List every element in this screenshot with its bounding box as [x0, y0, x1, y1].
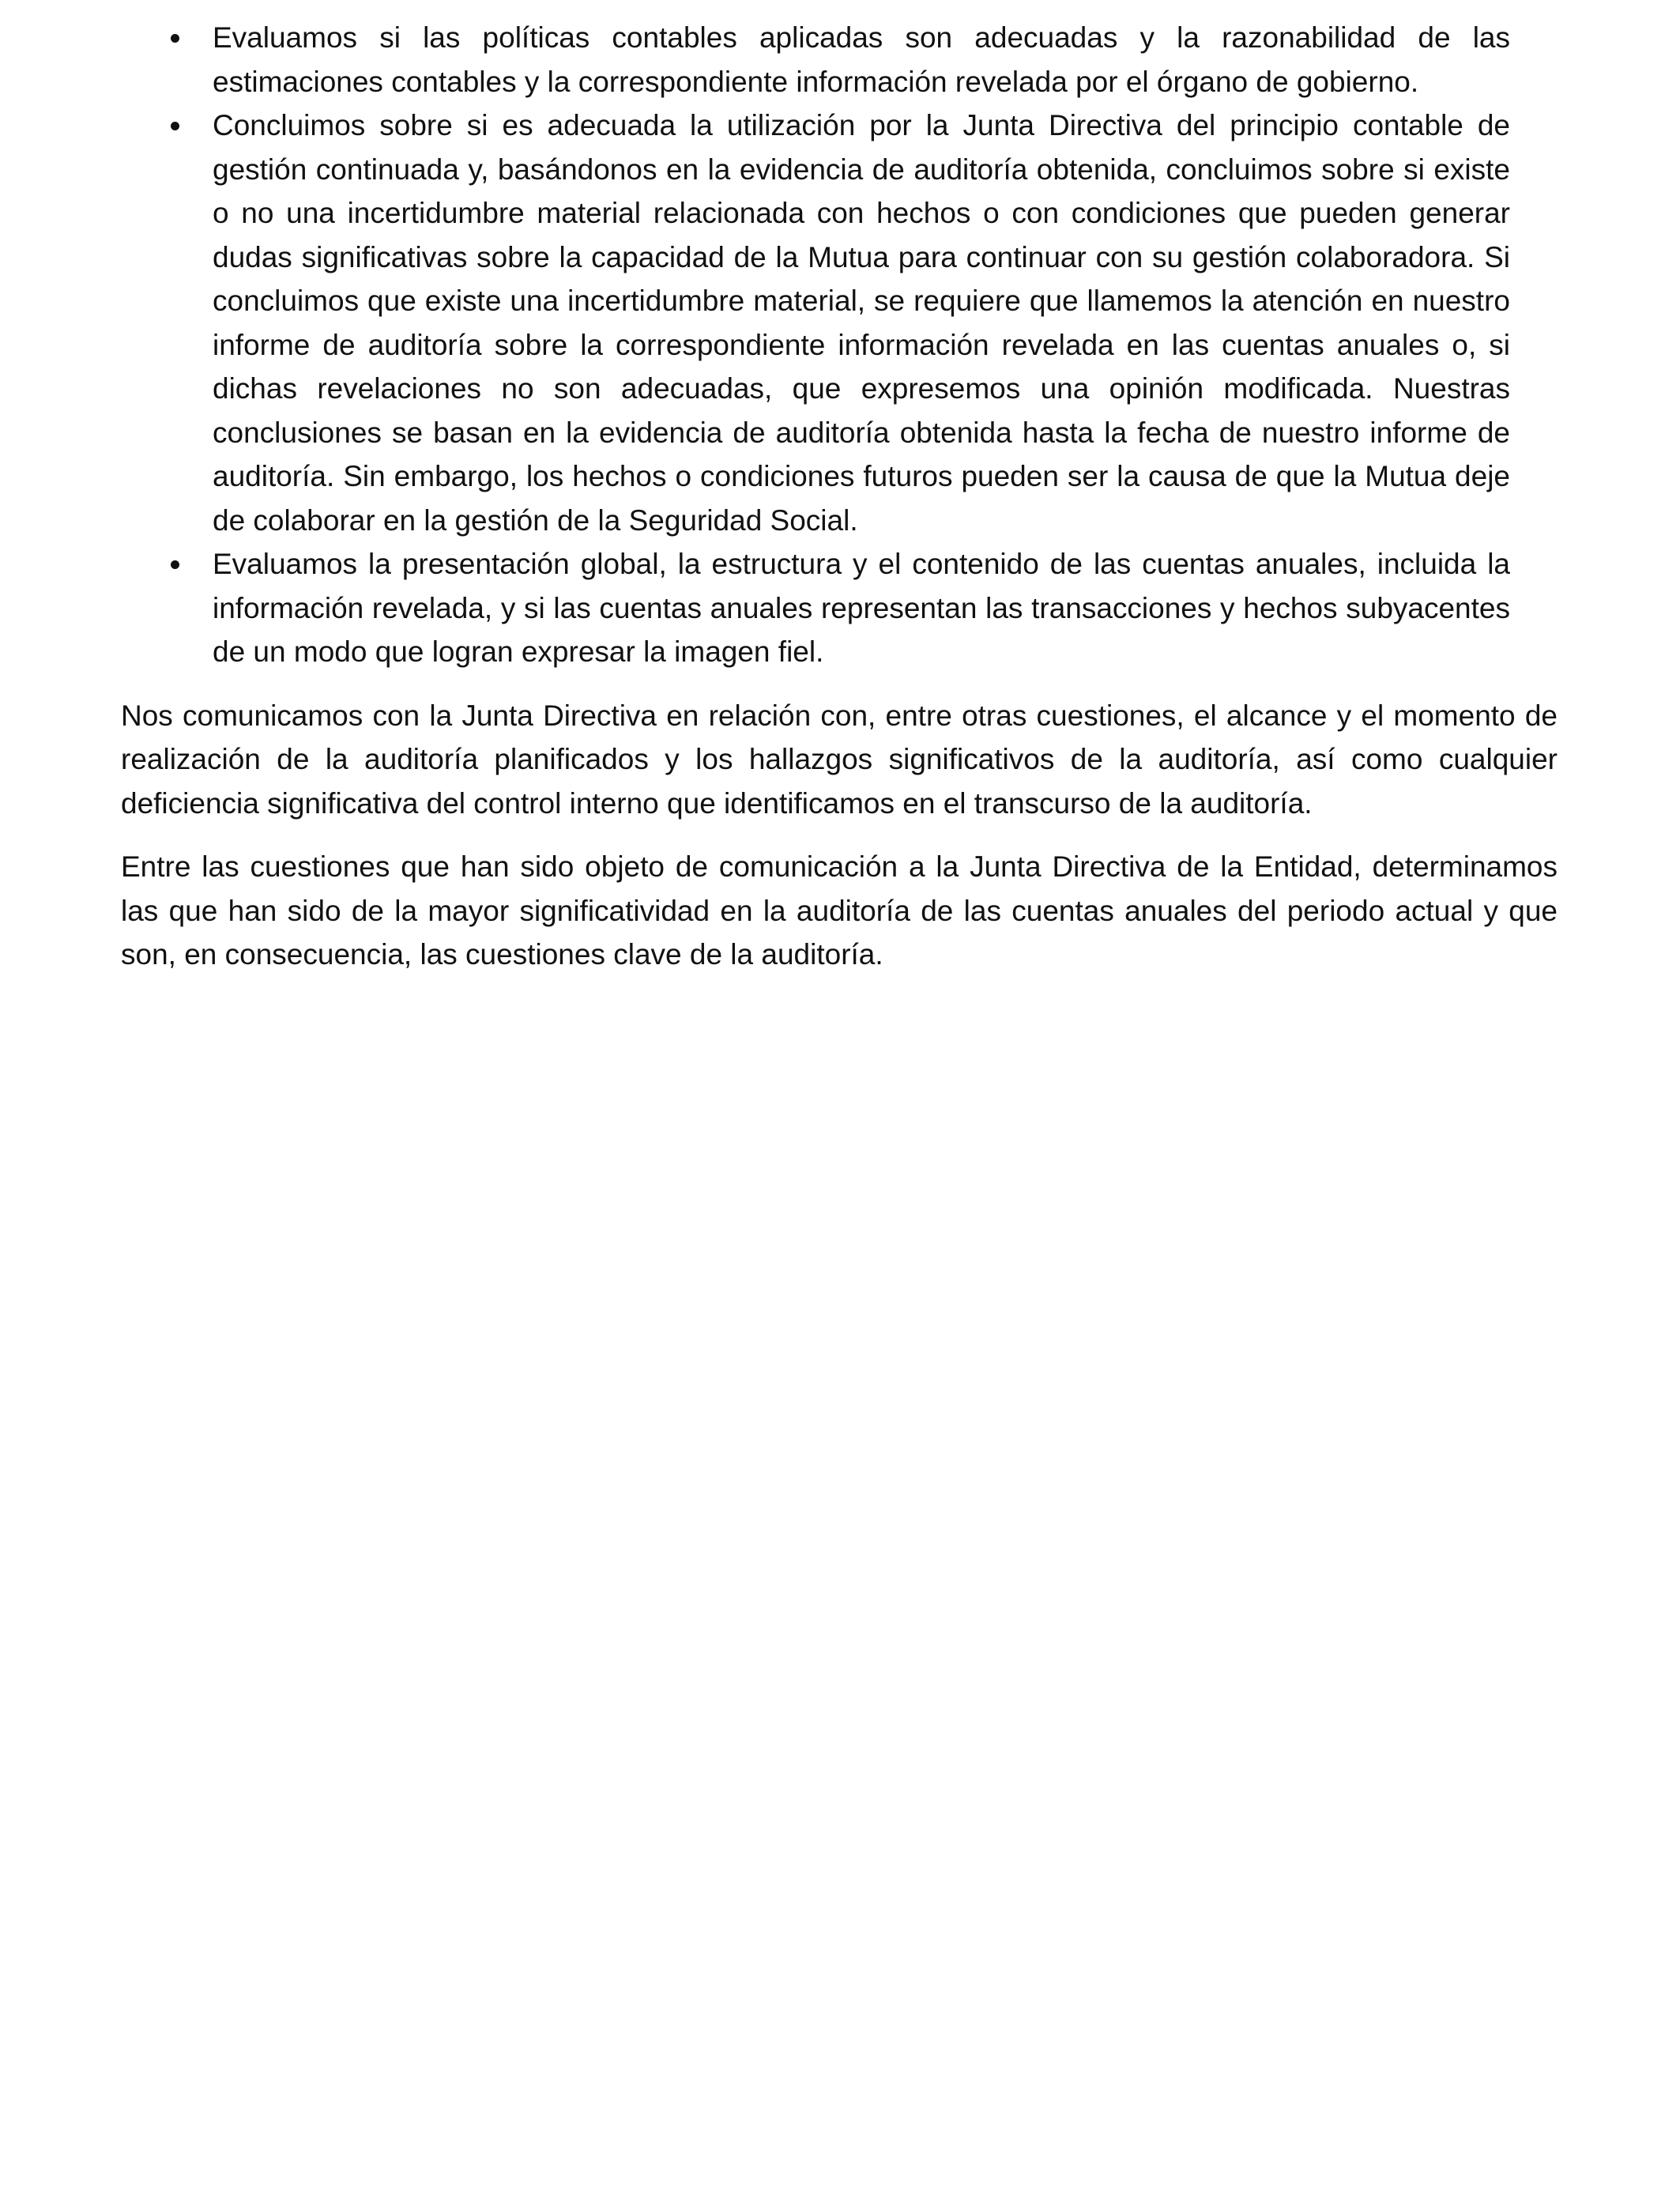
document-body — [121, 16, 1558, 977]
audit-procedures-list — [121, 16, 1558, 674]
bullet-icon — [171, 560, 179, 569]
list-item — [121, 542, 1510, 674]
list-item — [121, 104, 1510, 542]
list-item-text: Evaluamos la presentación global, la estructura y el contenido de las cuentas anuales, incluida la información revelada, y si las cuentas anuales representan las transacciones y hechos subyacentes de un modo que logran expresar la imagen fiel. — [213, 548, 1510, 668]
bullet-icon — [171, 34, 179, 43]
list-item — [121, 16, 1510, 104]
bullet-icon — [171, 122, 179, 130]
list-item-text: Concluimos sobre si es adecuada la utilización por la Junta Directiva del principio contable de gestión continuada y, basándonos en la evidencia de auditoría obtenida, concluimos sobre si existe o no una incertidumbre material relacionada con hechos o con condiciones que pueden generar dudas significativas sobre la capacidad de la Mutua para continuar con su gestión colaboradora. Si concluimos que existe una incertidumbre material, se requiere que llamemos la atención en nuestro informe de auditoría sobre la correspondiente información revelada en las cuentas anuales o, si dichas revelaciones no son adecuadas, que expresemos una opinión modificada. Nuestras conclusiones se basan en la evidencia de auditoría obtenida hasta la fecha de nuestro informe de auditoría. Sin embargo, los hechos o condiciones futuros pueden ser la causa de que la Mutua deje de colaborar en la gestión de la Seguridad Social. — [213, 109, 1510, 537]
paragraph-communication: Nos comunicamos con la Junta Directiva en relación con, entre otras cuestiones, el alcance y el momento de realización de la auditoría planificados y los hallazgos significativos de la auditoría, así como cualquier deficiencia significativa del control interno que identificamos en el transcurso de la auditoría. — [121, 699, 1558, 820]
list-item-text: Evaluamos si las políticas contables aplicadas son adecuadas y la razonabilidad de las estimaciones contables y la correspondiente información revelada por el órgano de gobierno. — [213, 21, 1510, 98]
paragraph-key-matters: Entre las cuestiones que han sido objeto de comunicación a la Junta Directiva de la Entidad, determinamos las que han sido de la mayor significatividad en la auditoría de las cuentas anuales del periodo actual y que son, en consecuencia, las cuestiones clave de la auditoría. — [121, 850, 1558, 971]
